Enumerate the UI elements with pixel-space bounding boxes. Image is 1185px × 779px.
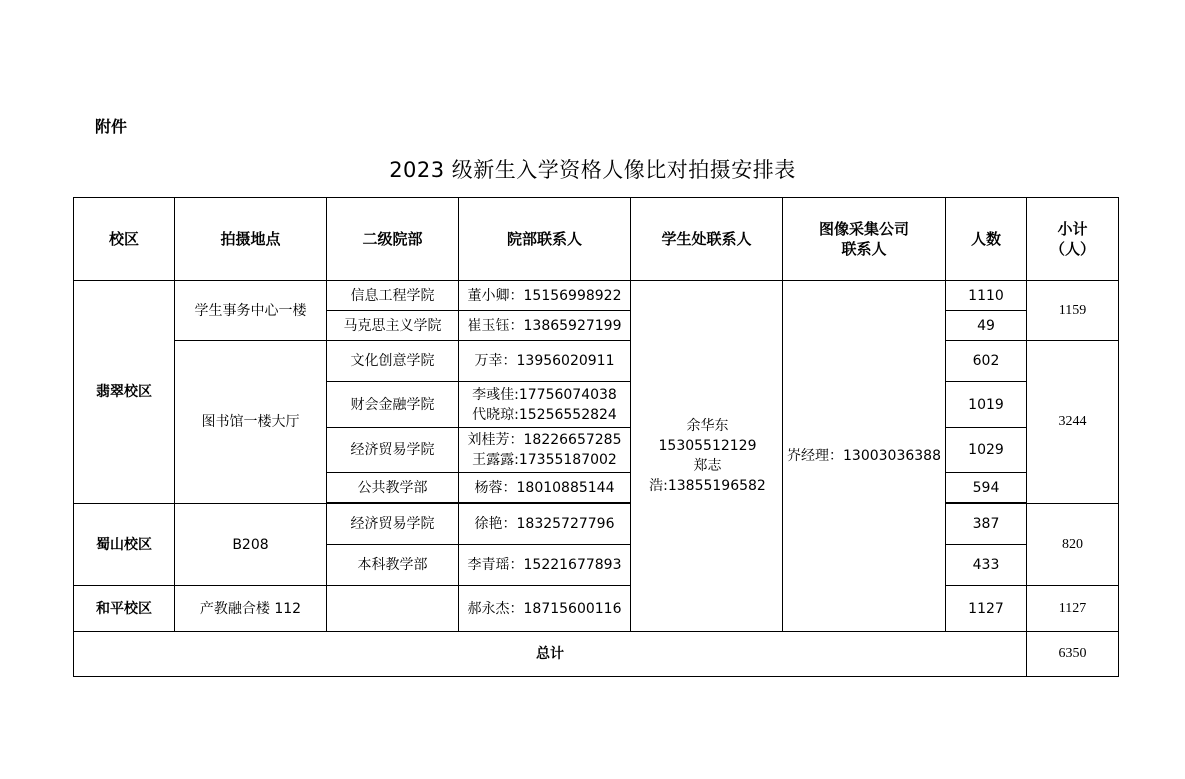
dept-cell: 经济贸易学院 [327, 504, 459, 545]
total-row [74, 632, 1119, 677]
dept-cell: 本科教学部 [327, 545, 459, 586]
count-cell: 49 [946, 311, 1027, 341]
count-cell: 1127 [946, 586, 1027, 632]
dept-cell: 文化创意学院 [327, 341, 459, 382]
dept-contact-cell: 徐艳：18325727796 [459, 504, 631, 545]
dept-contact-line1: 刘桂芳：18226657285 [467, 432, 622, 448]
table-row [74, 586, 1119, 632]
header-company-contact [783, 198, 946, 281]
dept-contact-cell [459, 428, 631, 473]
location-student-affairs: 学生事务中心一楼 [175, 281, 327, 341]
page-title: 2023 级新生入学资格人像比对拍摄安排表 [389, 158, 796, 182]
total-label: 总计 [74, 632, 1027, 677]
header-subtotal-line2: （人） [1049, 240, 1095, 258]
subtotal-cell: 3244 [1027, 341, 1119, 504]
count-cell: 1019 [946, 382, 1027, 428]
header-company-contact-line2: 联系人 [841, 240, 887, 258]
dept-contact-cell: 崔玉钰：13865927199 [459, 311, 631, 341]
dept-cell: 公共教学部 [327, 473, 459, 503]
total-value: 6350 [1027, 632, 1119, 677]
header-location: 拍摄地点 [175, 198, 327, 281]
table-row [74, 504, 1119, 545]
dept-contact-line2: 代晓琼:15256552824 [472, 406, 617, 423]
dept-cell: 马克思主义学院 [327, 311, 459, 341]
dept-contact-cell: 董小卿：15156998922 [459, 281, 631, 311]
count-cell: 1029 [946, 428, 1027, 473]
dept-cell: 财会金融学院 [327, 382, 459, 428]
dept-cell: 信息工程学院 [327, 281, 459, 311]
count-cell: 602 [946, 341, 1027, 382]
header-row [74, 198, 1119, 281]
student-office-contact-line1: 余华东 15305512129 [658, 418, 757, 454]
location-industry-building: 产教融合楼 112 [175, 586, 327, 632]
header-subtotal-line1: 小计 [1057, 220, 1088, 238]
count-cell: 1110 [946, 281, 1027, 311]
header-student-office-contact: 学生处联系人 [631, 198, 783, 281]
campus-heping: 和平校区 [74, 586, 175, 632]
subtotal-cell: 1159 [1027, 281, 1119, 341]
subtotal-cell: 1127 [1027, 586, 1119, 632]
table-row [74, 341, 1119, 382]
dept-contact-line2: 王露露:17355187002 [472, 452, 617, 468]
company-contact: 岕经理：13003036388 [783, 281, 946, 632]
header-company-contact-line1: 图像采集公司 [818, 220, 909, 238]
header-count: 人数 [946, 198, 1027, 281]
student-office-contact-line2: 郑志浩:13855196582 [649, 458, 766, 494]
table-row [74, 281, 1119, 311]
dept-contact-cell: 杨蓉：18010885144 [459, 473, 631, 503]
dept-contact-cell [459, 382, 631, 428]
dept-contact-cell: 郝永杰：18715600116 [459, 586, 631, 632]
count-cell: 387 [946, 504, 1027, 545]
header-subtotal [1027, 198, 1119, 281]
header-campus: 校区 [74, 198, 175, 281]
dept-cell [327, 586, 459, 632]
subtotal-cell: 820 [1027, 504, 1119, 586]
location-library: 图书馆一楼大厅 [175, 341, 327, 504]
schedule-table [73, 197, 1119, 677]
student-office-contact [631, 281, 783, 632]
count-cell: 594 [946, 473, 1027, 503]
dept-contact-line1: 李彧佳:17756074038 [472, 386, 617, 403]
header-department: 二级院部 [327, 198, 459, 281]
attachment-label: 附件 [95, 117, 128, 136]
dept-cell: 经济贸易学院 [327, 428, 459, 473]
dept-contact-cell: 李青瑶：15221677893 [459, 545, 631, 586]
campus-shushan: 蜀山校区 [74, 504, 175, 586]
location-b208: B208 [175, 504, 327, 586]
count-cell: 433 [946, 545, 1027, 586]
dept-contact-cell: 万幸：13956020911 [459, 341, 631, 382]
campus-feicui: 翡翠校区 [74, 281, 175, 504]
header-dept-contact: 院部联系人 [459, 198, 631, 281]
